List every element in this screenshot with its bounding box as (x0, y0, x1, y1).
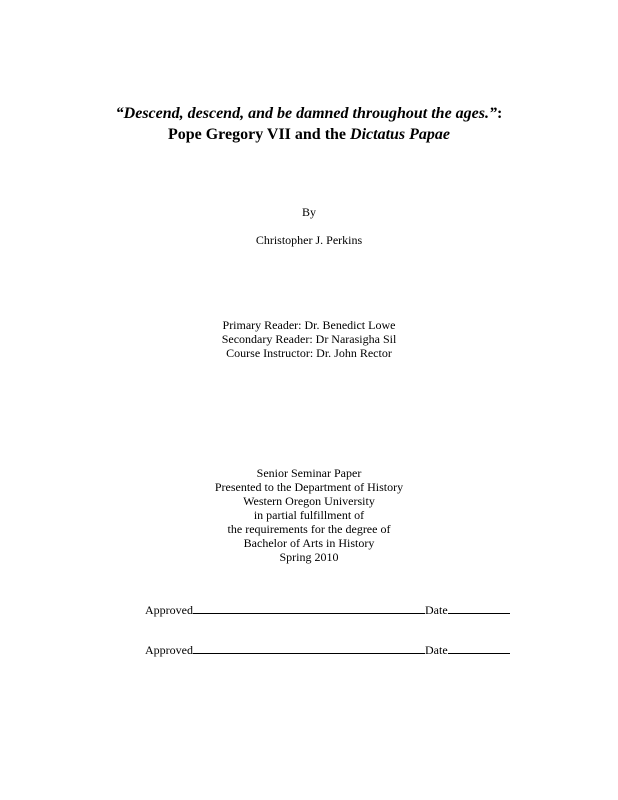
submission-line: Bachelor of Arts in History (243, 536, 375, 550)
byline: By (301, 205, 316, 219)
submission-info (0, 466, 618, 564)
course-instructor: Course Instructor: Dr. John Rector (226, 346, 392, 360)
title-quote: “Descend, descend, and be damned throughout the ages.” (115, 105, 497, 122)
submission-line: in partial fulfillment of (253, 508, 365, 522)
signature-blank (193, 601, 425, 614)
date-blank (448, 641, 510, 654)
approval-line-1 (145, 601, 510, 617)
title-subtitle-italic: Dictatus Papae (350, 126, 451, 143)
submission-line: Presented to the Department of History (214, 480, 404, 494)
date-blank (448, 601, 510, 614)
paper-title (0, 103, 618, 145)
submission-line: Spring 2010 (279, 550, 339, 564)
title-subtitle-prefix: Pope Gregory VII and the (167, 126, 351, 143)
primary-reader: Primary Reader: Dr. Benedict Lowe (222, 318, 396, 332)
approved-label: Approved (145, 603, 193, 617)
approved-label: Approved (145, 643, 193, 657)
submission-line: Western Oregon University (243, 494, 375, 508)
submission-line: Senior Seminar Paper (256, 466, 362, 480)
readers-list (0, 318, 618, 360)
date-label: Date (425, 603, 448, 617)
title-quote-colon: : (497, 105, 503, 122)
secondary-reader: Secondary Reader: Dr Narasigha Sil (221, 332, 397, 346)
title-line-2 (0, 124, 618, 145)
title-line-1 (0, 103, 618, 124)
author-name: Christopher J. Perkins (255, 233, 363, 247)
submission-line: the requirements for the degree of (227, 522, 391, 536)
signature-blank (193, 641, 425, 654)
date-label: Date (425, 643, 448, 657)
approval-line-2 (145, 641, 510, 657)
